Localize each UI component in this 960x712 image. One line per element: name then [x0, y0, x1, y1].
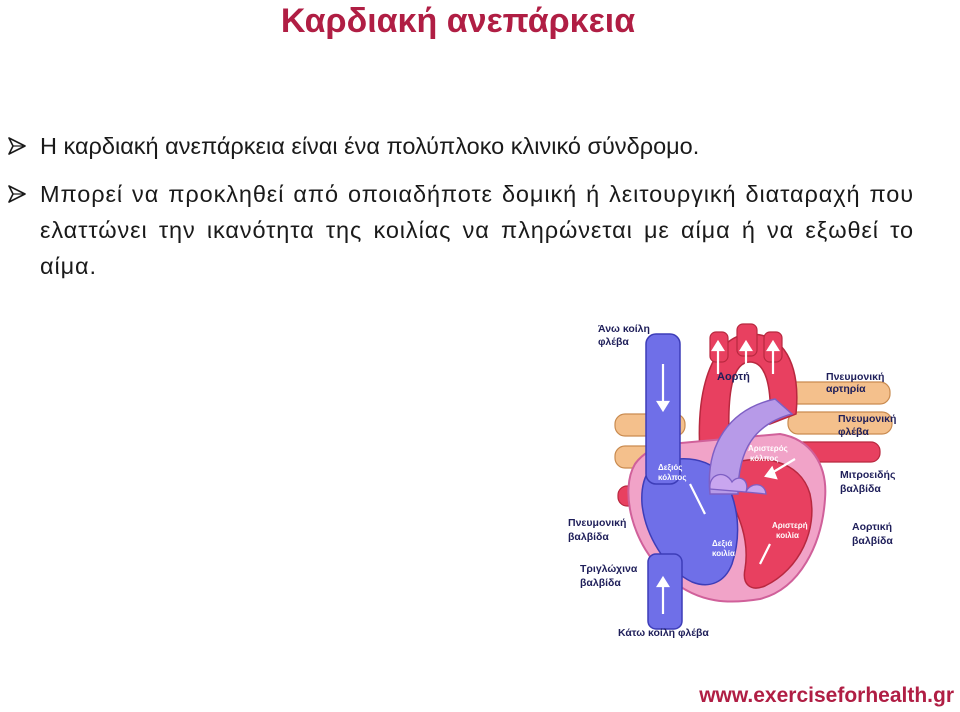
label-aortic-valve: Αορτική [852, 521, 893, 533]
label-pulmonary-vein: Πνευμονική [838, 413, 897, 425]
label-aorta: Αορτή [717, 371, 750, 383]
slide-title: Καρδιακή ανεπάρκεια [280, 2, 636, 40]
bullet-text: Μπορεί να προκληθεί από οποιαδήποτε δομική ή λειτουργική διαταραχή που ελαττώνει την ικανότητα της κοιλίας να πληρώνεται με αίμα ή να εξωθεί το αίμα. [40, 181, 914, 279]
label-mitral-valve: Μιτροειδής [840, 469, 896, 481]
arrow-bullet-icon [8, 137, 26, 155]
label-pulmonary-artery: αρτηρία [826, 383, 866, 395]
bullet-item [8, 176, 914, 284]
label-left-atrium: Αριστερός [748, 444, 788, 453]
label-pulmonary-valve: βαλβίδα [568, 531, 609, 543]
label-left-atrium: κόλπος [750, 454, 779, 463]
bullet-list [8, 128, 914, 296]
label-aortic-valve: βαλβίδα [852, 535, 893, 547]
bullet-text: Η καρδιακή ανεπάρκεια είναι ένα πολύπλοκο κλινικό σύνδρομο. [40, 133, 700, 159]
bullet-item [8, 128, 914, 164]
inferior-vena-cava [648, 554, 682, 629]
label-left-ventricle: Αριστερή [772, 521, 808, 530]
arrow-bullet-icon [8, 185, 26, 203]
label-left-ventricle: κοιλία [776, 531, 799, 540]
label-right-ventricle: Δεξιά [712, 539, 733, 548]
label-superior-vena-cava: φλέβα [598, 336, 629, 348]
label-tricuspid-valve: βαλβίδα [580, 577, 621, 589]
label-right-ventricle: κοιλία [712, 549, 735, 558]
label-pulmonary-artery: Πνευμονική [826, 371, 885, 383]
label-pulmonary-valve: Πνευμονική [568, 517, 627, 529]
label-right-atrium: Δεξιός [658, 463, 683, 472]
website-url: www.exerciseforhealth.gr [699, 684, 954, 707]
label-tricuspid-valve: Τριγλώχινα [580, 563, 638, 575]
heart-diagram [560, 314, 920, 644]
label-right-atrium: κόλπος [658, 473, 687, 482]
label-superior-vena-cava: Άνω κοίλη [598, 323, 650, 335]
label-inferior-vena-cava: Κάτω κοίλη φλέβα [618, 627, 709, 639]
label-pulmonary-vein: φλέβα [838, 426, 869, 438]
label-mitral-valve: βαλβίδα [840, 483, 881, 495]
